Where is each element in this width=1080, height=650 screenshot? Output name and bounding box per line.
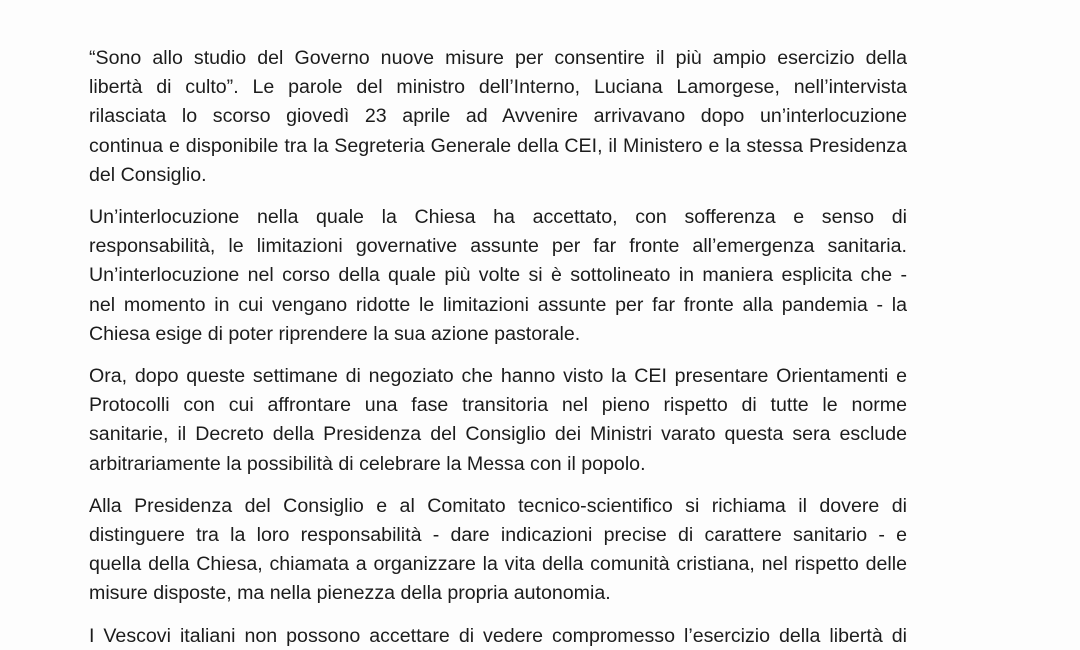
paragraph-3 xyxy=(89,362,907,479)
text-line: quella della Chiesa, chiamata a organizzare la vita della comunità cristiana, nel rispetto delle xyxy=(89,553,907,576)
paragraph-5 xyxy=(89,622,907,650)
text-line: responsabilità, le limitazioni governative assunte per far fronte all’emergenza sanitaria. xyxy=(89,235,907,258)
text-line: Protocolli con cui affrontare una fase transitoria nel pieno rispetto di tutte le norme xyxy=(89,394,907,417)
text-line: Alla Presidenza del Consiglio e al Comitato tecnico-scientifico si richiama il dovere di xyxy=(89,494,907,517)
text-line: distinguere tra la loro responsabilità - dare indicazioni precise di carattere sanitario - e xyxy=(89,524,907,547)
text-line: libertà di culto”. Le parole del ministro dell’Interno, Luciana Lamorgese, nell’intervista xyxy=(89,76,907,99)
text-line: continua e disponibile tra la Segreteria Generale della CEI, il Ministero e la stessa Presidenza xyxy=(89,134,907,157)
text-line: “Sono allo studio del Governo nuove misure per consentire il più ampio esercizio della xyxy=(89,47,907,69)
text-line: rilasciata lo scorso giovedì 23 aprile ad Avvenire arrivavano dopo un’interlocuzione xyxy=(89,105,907,128)
text-line: Un’interlocuzione nel corso della quale più volte si è sottolineato in maniera esplicita che - xyxy=(89,264,907,287)
text-line: nel momento in cui vengano ridotte le limitazioni assunte per far fronte alla pandemia - la xyxy=(89,293,907,316)
paragraph-1 xyxy=(89,44,907,190)
text-line: misure disposte, ma nella pienezza della propria autonomia. xyxy=(89,582,611,605)
text-line: sanitarie, il Decreto della Presidenza del Consiglio dei Ministri varato questa sera esclude xyxy=(89,423,907,446)
text-line: I Vescovi italiani non possono accettare di vedere compromesso l’esercizio della libertà di xyxy=(89,624,907,647)
text-line: Un’interlocuzione nella quale la Chiesa ha accettato, con sofferenza e senso di xyxy=(89,206,907,229)
text-line: Ora, dopo queste settimane di negoziato che hanno visto la CEI presentare Orientamenti e xyxy=(89,365,907,388)
text-line: del Consiglio. xyxy=(89,163,207,186)
paragraph-2 xyxy=(89,203,907,349)
text-line: arbitrariamente la possibilità di celebrare la Messa con il popolo. xyxy=(89,452,646,475)
document-body xyxy=(89,44,907,650)
paragraph-4 xyxy=(89,492,907,609)
text-line: Chiesa esige di poter riprendere la sua azione pastorale. xyxy=(89,322,581,345)
